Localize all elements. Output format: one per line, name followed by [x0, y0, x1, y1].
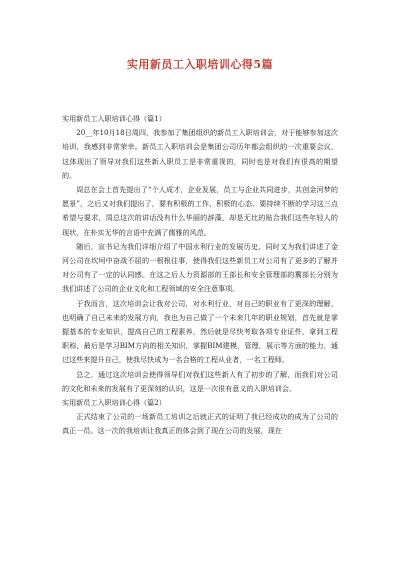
paragraph: 总之，通过这次培训会使得领导们对我们这些新人有了初步的了解，而我们对公司的文化和未来的发展有了更深刻的认识，这是一次很有意义的入职培训会。: [62, 369, 338, 393]
section-heading-1: 实用新员工入职培训心得（篇1）: [62, 114, 166, 123]
document-body: [62, 112, 338, 439]
paragraph: 随后，宣书记为我们详细介绍了中国水利行业的发展历史，同时又为我们讲述了金河公司在坎坷中奋战不屈的一根根往事，使得我们这些新员工对公司有了更多的了解并对公司有了一定的认同感。在这之后人力资源部的王部长和安全管理部的冀部长分别为我们讲述了公司的企业文化和工程领域的安全注意事项。: [62, 241, 338, 294]
paragraph: 周总在会上首先提出了“个人成才，企业发展，员工与企业共同进步，共创金河梦的愿景”，之后又对我们提出了，要有积极的工作、积极的心态、要持续不断的学习这三点希望与要求，周总这次的讲话没有什么华丽的辞藻，却是无比的贴合我们这些年轻人的现状，在朴实无华的言语中充满了儒雅的风范。: [62, 185, 338, 237]
section-heading-2: 实用新员工入职培训心得（篇2）: [62, 398, 166, 408]
paragraph: 正式结束了公司的一场新员工培训之后就正式的证明了我已经成功的成为了公司的真正一员。这一次的我培训让我真正的体会到了现在公司的发展，现在: [62, 412, 338, 436]
document-title: 实用新员工入职培训心得5篇: [126, 58, 274, 71]
paragraph: 20__年10月18日周四，我参加了集团组织的新员工入职培训会，对于能够参加这次培训，我感到非常荣幸。新员工入职培训会是集团公司历年都会组织的一次重要会议，这体现出了领导对我们这些新入职员工是非常重视的，同时也是对我们有很高的期望的。: [62, 128, 338, 180]
paragraph: 于我而言，这次培训会让我对公司，对水利行业，对自己的职业有了更深的理解，也明确了自己未来的发展方向，我也为自己做了一个未来几年的职业规划，首先就是掌握基本的专业知识，提高自己的工程素养，然后就是尽快考取各项专业证件，拿到工程职称，最后是学习BIM方向的相关知识，掌握BIM建模，管理，展示等方面的能力，通过这些来提升自己，使我尽快成为一名合格的工程从业者，一名工程师。: [62, 298, 338, 365]
